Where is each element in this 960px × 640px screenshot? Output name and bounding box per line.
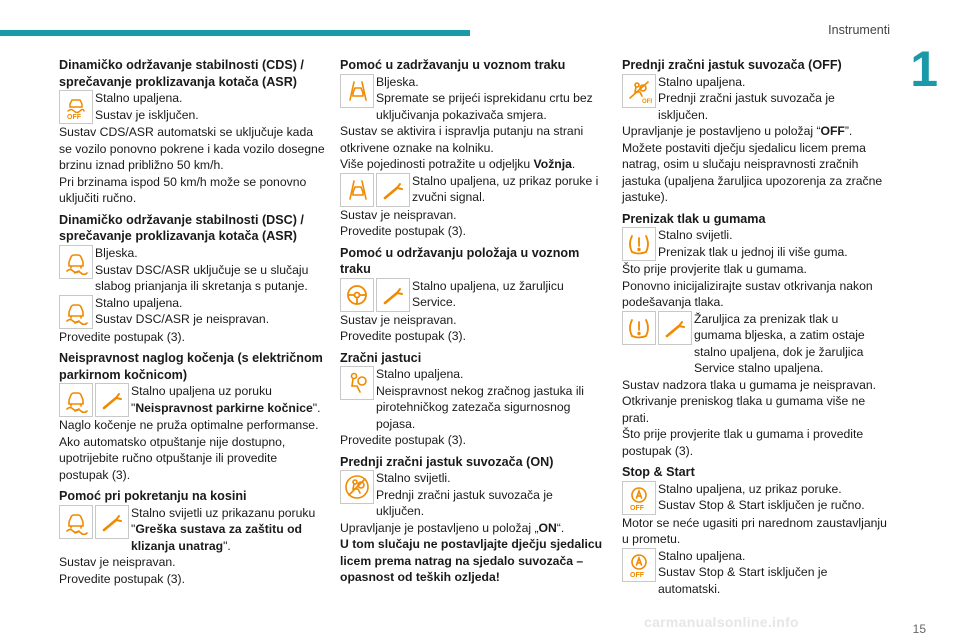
- stop-start-row-a: [622, 481, 888, 515]
- tyre-reinit: Ponovno inicijalizirajte sustav otkrivanja nakon podešavanja tlaka.: [622, 278, 873, 309]
- lane-procedure: Provedite postupak (3).: [340, 224, 467, 238]
- brake-body-2: Ako automatsko otpuštanje nije dostupno, upotrijebite ručno otpuštanje ili provedite postupak (3).: [59, 434, 286, 482]
- lane-icon: [340, 173, 374, 207]
- lane-state-b: Stalno upaljena, uz prikaz poruke i zvučni signal.: [412, 173, 599, 204]
- airbag-off-state: Stalno upaljena.: [658, 74, 746, 89]
- tyre-pressure-icon: [622, 311, 656, 345]
- brake-state: Stalno upaljena uz poruku "Neispravnost parkirne kočnice".: [131, 384, 321, 415]
- tyre-fault: Sustav nadzora tlaka u gumama je neispravan.: [622, 377, 877, 392]
- tyre-row-b: [622, 311, 888, 377]
- wrench-icon: [376, 173, 410, 207]
- airbag-off-heading: Prednji zračni jastuk suvozača (OFF): [622, 58, 842, 72]
- dsc-row-b: [59, 295, 327, 329]
- top-accent-bar: [0, 30, 470, 36]
- dsc-desc-b: Sustav DSC/ASR je neispravan.: [95, 312, 270, 326]
- cds-body-2: Pri brzinama ispod 50 km/h može se ponovno uključiti ručno.: [59, 174, 307, 205]
- tyre-row-a: [622, 227, 888, 261]
- dsc-state-b: Stalno upaljena.: [95, 295, 183, 310]
- page-number: 15: [912, 622, 926, 636]
- airbag-off-row: [622, 74, 888, 124]
- airbag-procedure: Provedite postupak (3).: [340, 433, 467, 447]
- brake-row: [59, 383, 327, 417]
- lane-heading: Pomoć u zadržavanju u voznom traku: [340, 58, 566, 72]
- stop-start-off-icon: [622, 548, 656, 582]
- tyre-pressure-icon: [622, 227, 656, 261]
- tyre-state-b: Žaruljica za prenizak tlak u gumama bljeska, a zatim ostaje stalno upaljena, dok je žaruljica Service stalno upaljena.: [694, 311, 865, 375]
- lane-desc-a: Spremate se prijeći isprekidanu crtu bez uključivanja pokazivača smjera.: [376, 91, 593, 122]
- cds-body: Sustav CDS/ASR automatski se uključuje kada se vozilo ponovno pokrene i kada vozilo dosegne brzinu iznad približno 50 km/h.: [59, 125, 325, 172]
- hill-body-2: Provedite postupak (3).: [59, 571, 186, 586]
- lane-fault: Sustav je neispravan.: [340, 207, 457, 222]
- airbag-heading: Zračni jastuci: [340, 350, 422, 365]
- stop-start-desc-a: Sustav Stop & Start isključen je ručno.: [658, 498, 865, 512]
- dsc-desc-a: Sustav DSC/ASR uključuje se u slučaju slabog prianjanja ili skretanja s putanje.: [95, 262, 309, 293]
- cds-row: [59, 90, 327, 124]
- skid-icon: [59, 505, 93, 539]
- wrench-icon: [95, 505, 129, 539]
- stop-start-state-b: Stalno upaljena.: [658, 548, 746, 563]
- airbag-on-position: Upravljanje je postavljeno u položaj „ON“.: [340, 520, 565, 535]
- position-state: Stalno upaljena, uz žaruljicu Service.: [412, 278, 564, 309]
- lane-body: Sustav se aktivira i ispravlja putanju na strani otkrivene oznake na kolniku.: [340, 124, 584, 155]
- dsc-procedure: Provedite postupak (3).: [59, 329, 186, 344]
- cds-heading: Dinamičko održavanje stabilnosti (CDS) / sprečavanje proklizavanja kotača (ASR): [59, 58, 304, 89]
- lane-icon: [340, 74, 374, 108]
- position-heading: Pomoć u održavanju položaja u voznom traku: [340, 245, 580, 276]
- watermark: carmanualsonline.info: [644, 614, 799, 630]
- stop-start-row-b: [622, 548, 888, 598]
- lane-row-a: [340, 74, 604, 124]
- wrench-icon: [658, 311, 692, 345]
- airbag-on-warning: U tom slučaju ne postavljajte dječju sjedalicu licem prema natrag na sjedalo suvozača – opasnost od teških ozljeda!: [340, 537, 603, 584]
- hill-heading: Pomoć pri pokretanju na kosini: [59, 489, 247, 503]
- skid-icon: [59, 295, 93, 329]
- brake-body-1: Naglo kočenje ne pruža optimalne performanse.: [59, 418, 319, 432]
- tyre-procedure: Što prije provjerite tlak u gumama i provedite postupak (3).: [622, 427, 864, 458]
- tyre-check: Što prije provjerite tlak u gumama.: [622, 262, 807, 276]
- airbag-row: [340, 366, 604, 432]
- stop-start-heading: Stop & Start: [622, 465, 695, 479]
- airbag-off-desc: Prednji zračni jastuk suvozača je isključen.: [658, 91, 835, 122]
- cds-state: Stalno upaljena.: [95, 91, 183, 105]
- lane-state-a: Bljeska.: [376, 74, 419, 89]
- cds-desc: Sustav je isključen.: [95, 107, 199, 122]
- column-1: [59, 57, 327, 587]
- section-title: Instrumenti: [828, 23, 890, 37]
- tyre-no-detect: Otkrivanje preniskog tlaka u gumama više ne prati.: [622, 394, 866, 425]
- tyre-desc-a: Prenizak tlak u jednoj ili više guma.: [658, 244, 848, 259]
- airbag-desc: Neispravnost nekog zračnog jastuka ili pirotehničkog zatezača sigurnosnog pojasa.: [376, 383, 584, 431]
- dsc-heading: Dinamičko održavanje stabilnosti (DSC) / sprečavanje proklizavanja kotača (ASR): [59, 212, 304, 243]
- position-fault: Sustav je neispravan.: [340, 312, 457, 327]
- column-2: [340, 57, 604, 586]
- airbag-state: Stalno upaljena.: [376, 367, 464, 381]
- wrench-icon: [376, 278, 410, 312]
- brake-heading: Neispravnost naglog kočenja (s električnom parkirnom kočnicom): [59, 351, 323, 382]
- position-procedure: Provedite postupak (3).: [340, 329, 467, 343]
- airbag-off-body: Možete postaviti dječju sjedalicu licem prema natrag, osim u slučaju neispravnosti zračnih jastuka (upaljena žaruljica upozorenja za zračne jastuke).: [622, 140, 883, 204]
- stop-start-state-a: Stalno upaljena, uz prikaz poruke.: [658, 481, 842, 496]
- chapter-number: 1: [910, 41, 938, 97]
- cds-off-icon: [59, 90, 93, 124]
- column-3: [622, 57, 888, 597]
- hill-row: [59, 505, 327, 555]
- airbag-icon: [340, 366, 374, 400]
- stop-start-body: Motor se neće ugasiti pri narednom zaustavljanju u prometu.: [622, 515, 887, 546]
- airbag-on-icon: [340, 470, 374, 504]
- stop-start-desc-b: Sustav Stop & Start isključen je automatski.: [658, 565, 828, 596]
- skid-icon: [59, 245, 93, 279]
- airbag-on-heading: Prednji zračni jastuk suvozača (ON): [340, 454, 554, 469]
- wrench-icon: [95, 383, 129, 417]
- steering-wheel-icon: [340, 278, 374, 312]
- lane-row-b: [340, 173, 604, 207]
- tyre-state-a: Stalno svijetli.: [658, 228, 733, 242]
- position-row: [340, 278, 604, 312]
- hill-state: Stalno svijetli uz prikazanu poruku "Greška sustava za zaštitu od klizanja unatrag".: [131, 505, 316, 553]
- lane-ref: Više pojedinosti potražite u odjeljku Vožnja.: [340, 157, 576, 171]
- stop-start-off-icon: [622, 481, 656, 515]
- skid-icon: [59, 383, 93, 417]
- airbag-on-desc: Prednji zračni jastuk suvozača je uključen.: [376, 487, 553, 518]
- airbag-off-position: Upravljanje je postavljeno u položaj “OFF”.: [622, 124, 853, 138]
- airbag-off-icon: [622, 74, 656, 108]
- tyre-heading: Prenizak tlak u gumama: [622, 211, 766, 226]
- hill-body-1: Sustav je neispravan.: [59, 555, 176, 569]
- airbag-on-state: Stalno svijetli.: [376, 471, 451, 485]
- dsc-state-a: Bljeska.: [95, 245, 138, 260]
- airbag-on-row: [340, 470, 604, 520]
